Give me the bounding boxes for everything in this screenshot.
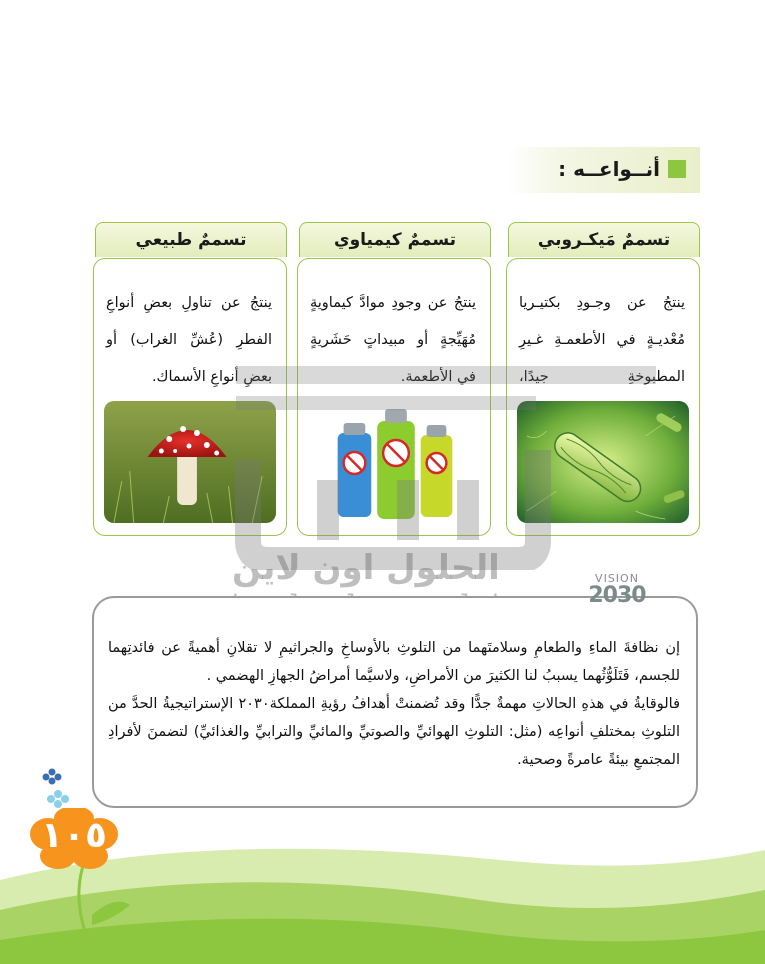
card-microbial-title: تسممٌ مَيكـروبي: [508, 222, 700, 257]
info-paragraph-1: إن نظافةَ الماءِ والطعامِ وسلامتَهما من التلوثِ بالأوساخِ والجراثيمِ لا تقلانِ أهميةً عن فائدتِهما للجسم، فَتَلَوُّثُهما يسببُ لنا الكثيرَ من الأمراضِ، ولاسيَّما أمراضُ الجهازِ الهضمي .: [108, 640, 680, 684]
vision-word: VISION: [595, 572, 639, 585]
card-natural-text: ينتجُ عن تناولِ بعضِ أنواعِ الفطرِ (عُشِّ الغراب) أو بعضِ أنواعِ الأسماك.: [106, 295, 272, 385]
watermark-band: [236, 396, 536, 410]
card-natural-title: تسممٌ طبيعي: [95, 222, 287, 257]
info-paragraph-2: فالوقايةُ في هذهِ الحالاتِ مهمةٌ جدًّا وقد تُضمنتْ أهدافُ رؤيةِ المملكة٢٠٣٠ الإستراتيجيةُ الحدَّ من التلوثِ بمختلفِ أنواعِه (مثل: التلوثِ الهوائيِّ والصوتيِّ والمائيِّ والترابيِّ والغذائيِّ) لتضمنَ لأفرادِ المجتمعِ بيئةً عامرةً وصحية.: [108, 696, 680, 768]
card-chemical-title: تسممٌ كيمياوي: [299, 222, 491, 257]
heading-bullet-square: [668, 160, 686, 178]
card-chemical-text: ينتجُ عن وجودِ موادَّ كيماويةٍ مُهَيِّجةٍ أو مبيداتٍ حَشَريةٍ في الأطعمة.: [310, 295, 476, 385]
info-text: [108, 634, 680, 774]
vision-year: 2030: [588, 583, 646, 608]
page-number: ١٠٥: [41, 815, 107, 856]
card-microbial-text: ينتجُ عن وجـودِ بكتيـريا مُعْديـةٍ في الأطعمـةِ غـيرِ المطبوخةِ جيدًا،: [519, 295, 685, 385]
vision-2030-logo: [582, 572, 652, 632]
watermark-arabic: الحلول اون لاين: [232, 548, 500, 588]
section-title: أنــواعــه :: [558, 157, 660, 181]
watermark-band: [236, 366, 656, 384]
small-flowers-icon: [40, 768, 80, 812]
